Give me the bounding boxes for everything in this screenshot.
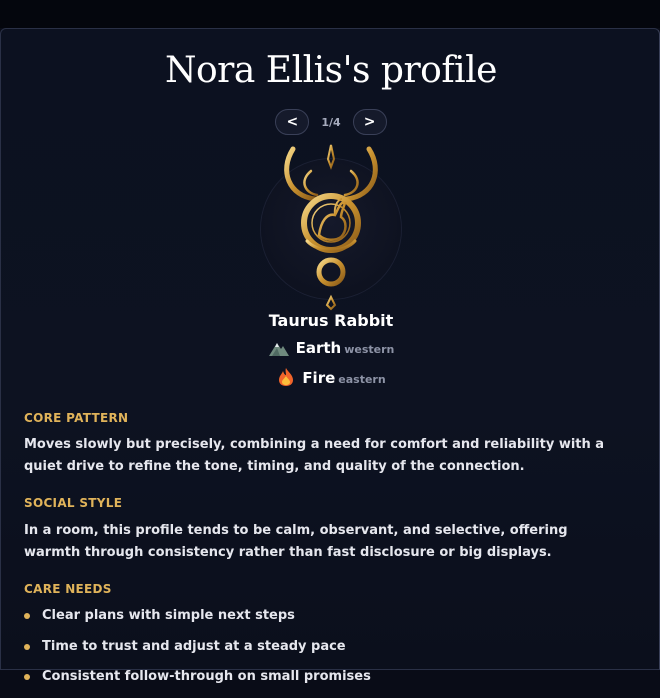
next-button[interactable]: > [353, 109, 387, 135]
eastern-element-name: Fire [302, 369, 336, 387]
eastern-element-tag: eastern [338, 373, 386, 386]
bullet-icon [24, 644, 30, 650]
top-bar [0, 0, 660, 28]
eastern-element [1, 367, 660, 391]
care-need-text: Clear plans with simple next steps [42, 608, 295, 623]
western-element [1, 339, 660, 361]
flame-icon [276, 367, 296, 391]
list-item [24, 667, 371, 698]
social-style-text: In a room, this profile tends to be calm, observant, and selective, offering warmth through consistency rather than fast disclosure or big displays. [24, 523, 568, 560]
bullet-icon [24, 674, 30, 680]
page-title: Nora Ellis's profile [165, 50, 497, 91]
sign-name: Taurus Rabbit [268, 311, 394, 330]
mountain-icon [268, 339, 290, 361]
western-element-name: Earth [295, 339, 342, 357]
care-need-text: Consistent follow-through on small promises [42, 669, 371, 684]
profile-pager [1, 109, 660, 135]
western-element-tag: western [344, 343, 395, 356]
care-need-text: Time to trust and adjust at a steady pace [42, 638, 346, 654]
page-count: 1/4 [321, 115, 341, 129]
care-needs-list [24, 606, 371, 698]
bullet-icon [24, 613, 30, 619]
list-item [24, 606, 371, 637]
care-needs-heading: CARE NEEDS [24, 582, 112, 596]
core-pattern-text: Moves slowly but precisely, combining a need for comfort and reliability with a quiet drive to refine the tone, timing, and quality of the connection. [24, 437, 605, 474]
taurus-rabbit-emblem-icon [271, 141, 391, 311]
list-item [24, 637, 371, 668]
prev-button[interactable]: < [275, 109, 309, 135]
profile-card [0, 28, 660, 684]
social-style-heading: SOCIAL STYLE [24, 496, 123, 510]
core-pattern-heading: CORE PATTERN [24, 411, 129, 425]
